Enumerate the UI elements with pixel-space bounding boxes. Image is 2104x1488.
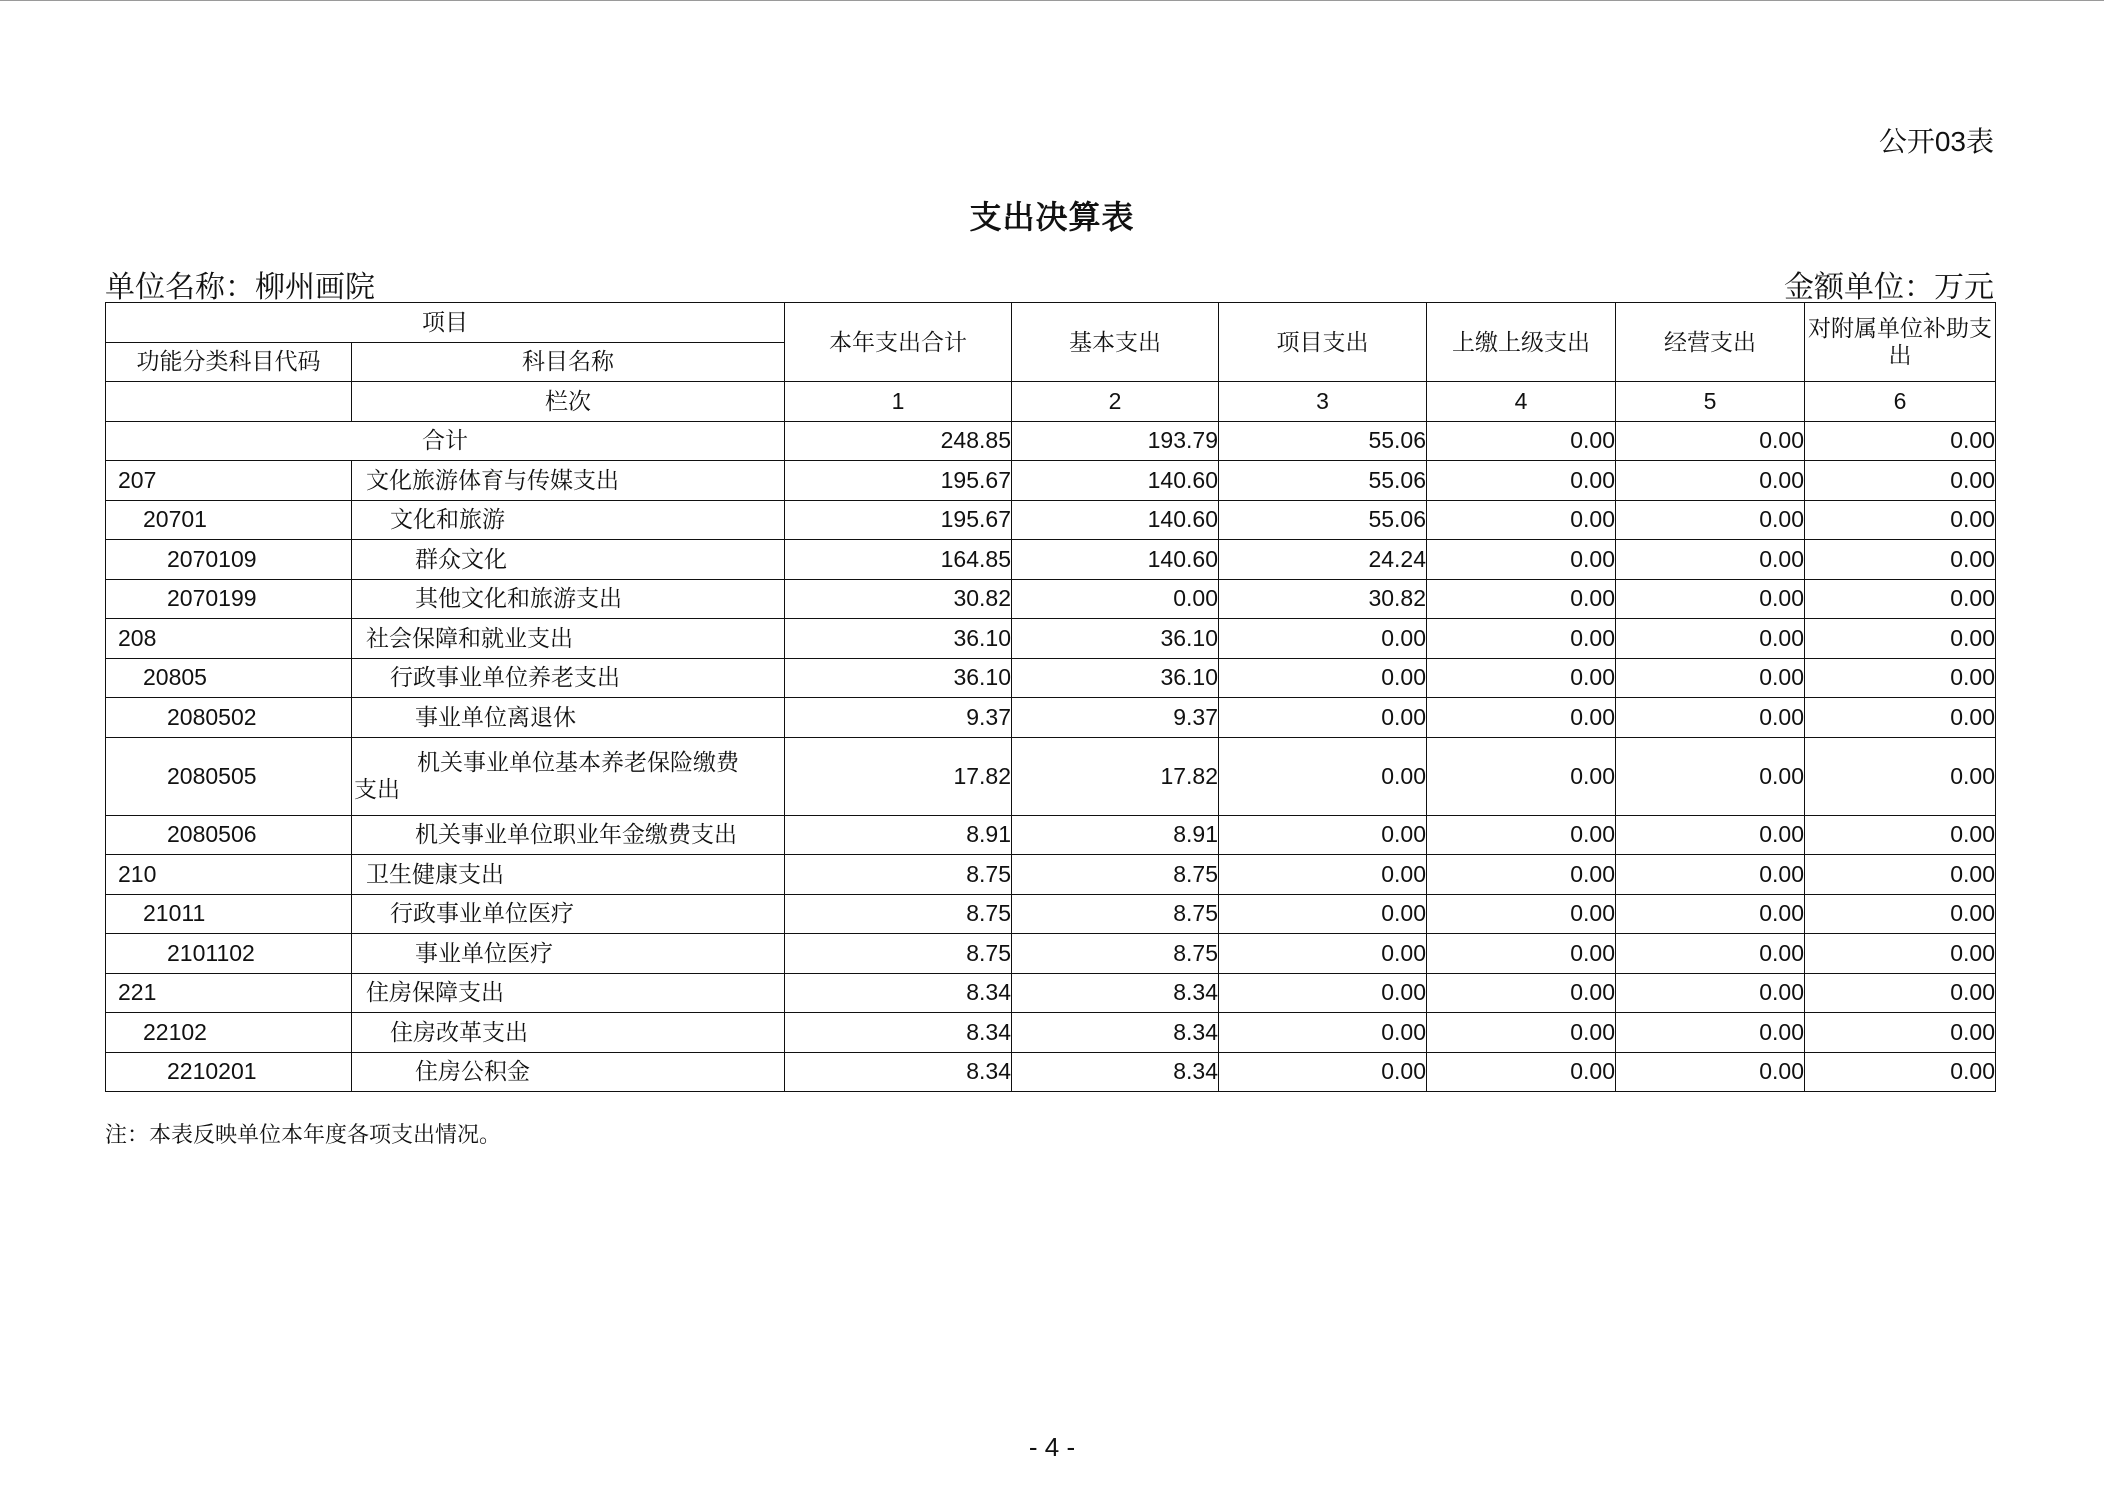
cell-value: 0.00 — [1805, 815, 1996, 855]
cell-name: 行政事业单位养老支出 — [352, 658, 785, 698]
form-code: 公开03表 — [1878, 126, 1994, 157]
header-row-1 — [106, 303, 1996, 343]
cell-value: 0.00 — [1427, 461, 1616, 501]
header-total: 本年支出合计 — [785, 303, 1012, 382]
cell-code: 20701 — [106, 500, 352, 540]
cell-value: 8.91 — [785, 815, 1012, 855]
cell-name: 卫生健康支出 — [352, 855, 785, 895]
table-row — [106, 815, 1996, 855]
cell-value: 0.00 — [1219, 619, 1427, 659]
cell-value: 0.00 — [1427, 619, 1616, 659]
cell-value: 0.00 — [1616, 934, 1805, 974]
cell-value: 0.00 — [1427, 421, 1616, 461]
cell-value: 0.00 — [1616, 894, 1805, 934]
cell-value: 0.00 — [1805, 1052, 1996, 1092]
cell-value: 0.00 — [1219, 894, 1427, 934]
cell-value: 0.00 — [1805, 540, 1996, 580]
cell-name — [352, 737, 785, 815]
column-index: 3 — [1219, 382, 1427, 422]
cell-value: 0.00 — [1219, 1052, 1427, 1092]
cell-value: 140.60 — [1012, 461, 1219, 501]
cell-value: 17.82 — [785, 737, 1012, 815]
cell-value: 0.00 — [1616, 815, 1805, 855]
header-basic: 基本支出 — [1012, 303, 1219, 382]
table-row — [106, 540, 1996, 580]
header-project: 项目 — [106, 303, 785, 343]
column-index: 2 — [1012, 382, 1219, 422]
cell-value: 30.82 — [785, 579, 1012, 619]
cell-value: 0.00 — [1219, 698, 1427, 738]
cell-value: 0.00 — [1616, 855, 1805, 895]
table-row — [106, 1013, 1996, 1053]
cell-value: 164.85 — [785, 540, 1012, 580]
cell-name: 社会保障和就业支出 — [352, 619, 785, 659]
cell-value: 0.00 — [1805, 658, 1996, 698]
column-index-label: 栏次 — [352, 382, 785, 422]
cell-value: 0.00 — [1219, 658, 1427, 698]
cell-value: 0.00 — [1427, 737, 1616, 815]
cell-value: 0.00 — [1616, 500, 1805, 540]
cell-code: 2210201 — [106, 1052, 352, 1092]
cell-value: 0.00 — [1427, 973, 1616, 1013]
cell-value: 0.00 — [1427, 658, 1616, 698]
cell-value: 0.00 — [1616, 1013, 1805, 1053]
cell-value: 0.00 — [1616, 737, 1805, 815]
column-index: 5 — [1616, 382, 1805, 422]
cell-value: 8.34 — [1012, 1052, 1219, 1092]
cell-value: 0.00 — [1805, 461, 1996, 501]
cell-name: 住房保障支出 — [352, 973, 785, 1013]
cell-code: 2101102 — [106, 934, 352, 974]
cell-value: 9.37 — [785, 698, 1012, 738]
cell-value: 8.34 — [785, 973, 1012, 1013]
cell-value: 0.00 — [1219, 934, 1427, 974]
cell-value: 8.34 — [785, 1052, 1012, 1092]
cell-code: 2080502 — [106, 698, 352, 738]
table-row — [106, 619, 1996, 659]
cell-value: 195.67 — [785, 500, 1012, 540]
cell-value: 0.00 — [1616, 579, 1805, 619]
cell-value: 8.75 — [785, 894, 1012, 934]
cell-value: 8.91 — [1012, 815, 1219, 855]
cell-value: 55.06 — [1219, 421, 1427, 461]
cell-code: 210 — [106, 855, 352, 895]
cell-value: 0.00 — [1427, 894, 1616, 934]
cell-name: 文化和旅游 — [352, 500, 785, 540]
table-row — [106, 698, 1996, 738]
cell-value: 193.79 — [1012, 421, 1219, 461]
cell-code: 20805 — [106, 658, 352, 698]
cell-value: 0.00 — [1805, 894, 1996, 934]
cell-value: 55.06 — [1219, 461, 1427, 501]
cell-name: 事业单位医疗 — [352, 934, 785, 974]
cell-code: 221 — [106, 973, 352, 1013]
table-row — [106, 894, 1996, 934]
cell-name: 住房改革支出 — [352, 1013, 785, 1053]
table-row — [106, 461, 1996, 501]
cell-value: 0.00 — [1427, 500, 1616, 540]
cell-value: 0.00 — [1219, 737, 1427, 815]
cell-value: 0.00 — [1616, 540, 1805, 580]
cell-name: 其他文化和旅游支出 — [352, 579, 785, 619]
cell-value: 0.00 — [1805, 579, 1996, 619]
cell-value: 0.00 — [1427, 698, 1616, 738]
cell-value: 30.82 — [1219, 579, 1427, 619]
header-project-expenditure: 项目支出 — [1219, 303, 1427, 382]
cell-value: 195.67 — [785, 461, 1012, 501]
table-row — [106, 1052, 1996, 1092]
cell-value: 8.75 — [1012, 894, 1219, 934]
cell-value: 0.00 — [1616, 658, 1805, 698]
cell-value: 0.00 — [1805, 500, 1996, 540]
cell-value: 0.00 — [1427, 815, 1616, 855]
cell-value: 0.00 — [1805, 1013, 1996, 1053]
cell-value: 0.00 — [1805, 619, 1996, 659]
cell-value: 36.10 — [785, 619, 1012, 659]
cell-value: 0.00 — [1616, 461, 1805, 501]
cell-value: 0.00 — [1805, 855, 1996, 895]
page-top-rule — [0, 0, 2104, 1]
header-subsidy: 对附属单位补助支出 — [1805, 303, 1996, 382]
page-title: 支出决算表 — [969, 199, 1135, 235]
cell-value: 0.00 — [1427, 1052, 1616, 1092]
header-business: 经营支出 — [1616, 303, 1805, 382]
cell-name: 群众文化 — [352, 540, 785, 580]
column-index-blank — [106, 382, 352, 422]
cell-value: 9.37 — [1012, 698, 1219, 738]
table-row — [106, 737, 1996, 815]
cell-value: 0.00 — [1616, 619, 1805, 659]
cell-value: 8.34 — [785, 1013, 1012, 1053]
cell-code: 2080505 — [106, 737, 352, 815]
cell-value: 8.75 — [785, 855, 1012, 895]
cell-value: 140.60 — [1012, 500, 1219, 540]
cell-value: 140.60 — [1012, 540, 1219, 580]
cell-value: 0.00 — [1616, 1052, 1805, 1092]
column-index: 1 — [785, 382, 1012, 422]
header-code: 功能分类科目代码 — [106, 342, 352, 382]
cell-value: 8.34 — [1012, 1013, 1219, 1053]
cell-name: 事业单位离退休 — [352, 698, 785, 738]
table-row — [106, 973, 1996, 1013]
cell-value: 17.82 — [1012, 737, 1219, 815]
cell-code: 208 — [106, 619, 352, 659]
cell-value: 0.00 — [1805, 421, 1996, 461]
cell-name: 文化旅游体育与传媒支出 — [352, 461, 785, 501]
cell-value: 0.00 — [1805, 973, 1996, 1013]
column-index: 4 — [1427, 382, 1616, 422]
cell-value: 8.34 — [1012, 973, 1219, 1013]
cell-value: 0.00 — [1427, 579, 1616, 619]
cell-name: 机关事业单位职业年金缴费支出 — [352, 815, 785, 855]
cell-value: 248.85 — [785, 421, 1012, 461]
cell-code: 2080506 — [106, 815, 352, 855]
total-row — [106, 421, 1996, 461]
table-row — [106, 934, 1996, 974]
cell-value: 0.00 — [1616, 698, 1805, 738]
cell-value: 0.00 — [1427, 1013, 1616, 1053]
cell-value: 0.00 — [1219, 855, 1427, 895]
cell-name-line-2: 支出 — [354, 776, 400, 802]
cell-code: 207 — [106, 461, 352, 501]
cell-code: 2070199 — [106, 579, 352, 619]
cell-value: 0.00 — [1805, 737, 1996, 815]
table-note: 注：本表反映单位本年度各项支出情况。 — [105, 1122, 502, 1147]
cell-value: 0.00 — [1805, 698, 1996, 738]
table-row — [106, 855, 1996, 895]
expenditure-table — [105, 302, 1996, 1092]
cell-value: 0.00 — [1805, 934, 1996, 974]
cell-code: 22102 — [106, 1013, 352, 1053]
page-number: - 4 - — [1028, 1432, 1076, 1462]
cell-value: 0.00 — [1616, 973, 1805, 1013]
amount-unit: 金额单位：万元 — [1784, 271, 1994, 304]
cell-name-line-1: 机关事业单位基本养老保险缴费 — [417, 749, 739, 775]
unit-name: 单位名称：柳州画院 — [105, 271, 375, 304]
cell-value: 36.10 — [1012, 658, 1219, 698]
cell-value: 0.00 — [1616, 421, 1805, 461]
cell-value: 8.75 — [785, 934, 1012, 974]
column-index: 6 — [1805, 382, 1996, 422]
total-label: 合计 — [106, 421, 785, 461]
cell-value: 36.10 — [1012, 619, 1219, 659]
cell-value: 8.75 — [1012, 934, 1219, 974]
column-index-row — [106, 382, 1996, 422]
cell-name: 住房公积金 — [352, 1052, 785, 1092]
cell-value: 0.00 — [1219, 973, 1427, 1013]
cell-code: 21011 — [106, 894, 352, 934]
cell-value: 0.00 — [1427, 540, 1616, 580]
cell-value: 8.75 — [1012, 855, 1219, 895]
cell-value: 24.24 — [1219, 540, 1427, 580]
cell-value: 0.00 — [1012, 579, 1219, 619]
cell-value: 36.10 — [785, 658, 1012, 698]
cell-value: 0.00 — [1427, 934, 1616, 974]
header-upper-remittance: 上缴上级支出 — [1427, 303, 1616, 382]
cell-value: 0.00 — [1219, 815, 1427, 855]
cell-name: 行政事业单位医疗 — [352, 894, 785, 934]
cell-value: 0.00 — [1219, 1013, 1427, 1053]
table-row — [106, 500, 1996, 540]
cell-code: 2070109 — [106, 540, 352, 580]
cell-value: 0.00 — [1427, 855, 1616, 895]
table-row — [106, 579, 1996, 619]
header-name: 科目名称 — [352, 342, 785, 382]
cell-value: 55.06 — [1219, 500, 1427, 540]
table-row — [106, 658, 1996, 698]
